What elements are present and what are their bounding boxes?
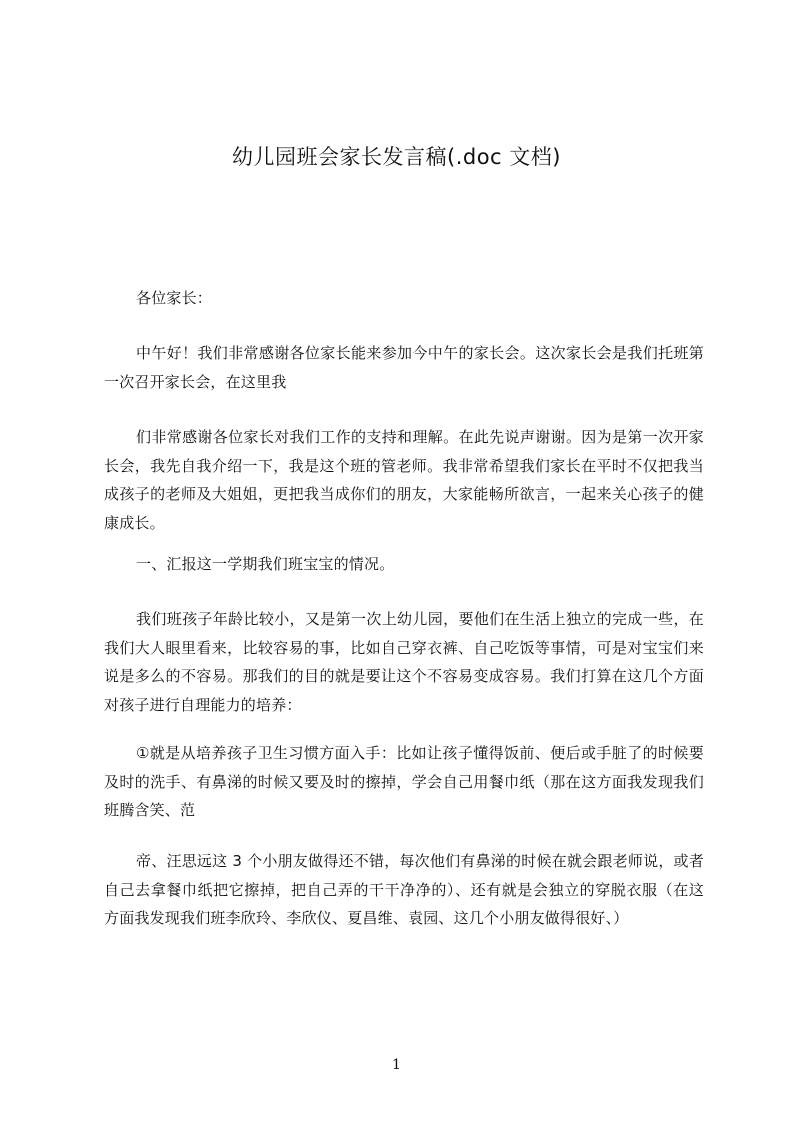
section-heading-report: 一、汇报这一学期我们班宝宝的情况。 (136, 555, 395, 573)
paragraph-introduction: 们非常感谢各位家长对我们工作的支持和理解。在此先说声谢谢。因为是第一次开家长会，我先自我介绍一下，我是这个班的管老师。我非常希望我们家长在平时不仅把我当成孩子的老师及大姐姐，更把我当成你们的朋友，大家能畅所欲言，一起来关心孩子的健康成长。 (104, 428, 704, 532)
paragraph-opening: 中午好！我们非常感谢各位家长能来参加今中午的家长会。这次家长会是我们托班第一次召开家长会，在这里我 (104, 344, 704, 391)
page-number: 1 (392, 1057, 401, 1073)
paragraph-greeting: 各位家长： (136, 289, 213, 307)
document-title: 幼儿园班会家长发言稿(.doc 文档) (232, 145, 561, 169)
paragraph-hygiene: ①就是从培养孩子卫生习惯方面入手：比如让孩子懂得饭前、便后或手脏了的时候要及时的洗手、有鼻涕的时候又要及时的擦掉，学会自己用餐巾纸（那在这方面我发现我们班腾含笑、范 (104, 744, 704, 819)
paragraph-self-care: 我们班孩子年龄比较小，又是第一次上幼儿园，要他们在生活上独立的完成一些，在我们大人眼里看来，比较容易的事，比如自己穿衣裤、自己吃饭等事情，可是对宝宝们来说是多么的不容易。那我们的目的就是要让这个不容易变成容易。我们打算在这几个方面对孩子进行自理能力的培养： (104, 610, 704, 714)
paragraph-examples: 帝、汪思远这 3 个小朋友做得还不错，每次他们有鼻涕的时候在就会跟老师说，或者自己去拿餐巾纸把它擦掉，把自己弄的干干净净的）、还有就是会独立的穿脱衣服（在这方面我发现我们班李欣玲、李欣仪、夏昌维、袁园、这几个小朋友做得很好、） (104, 852, 704, 927)
